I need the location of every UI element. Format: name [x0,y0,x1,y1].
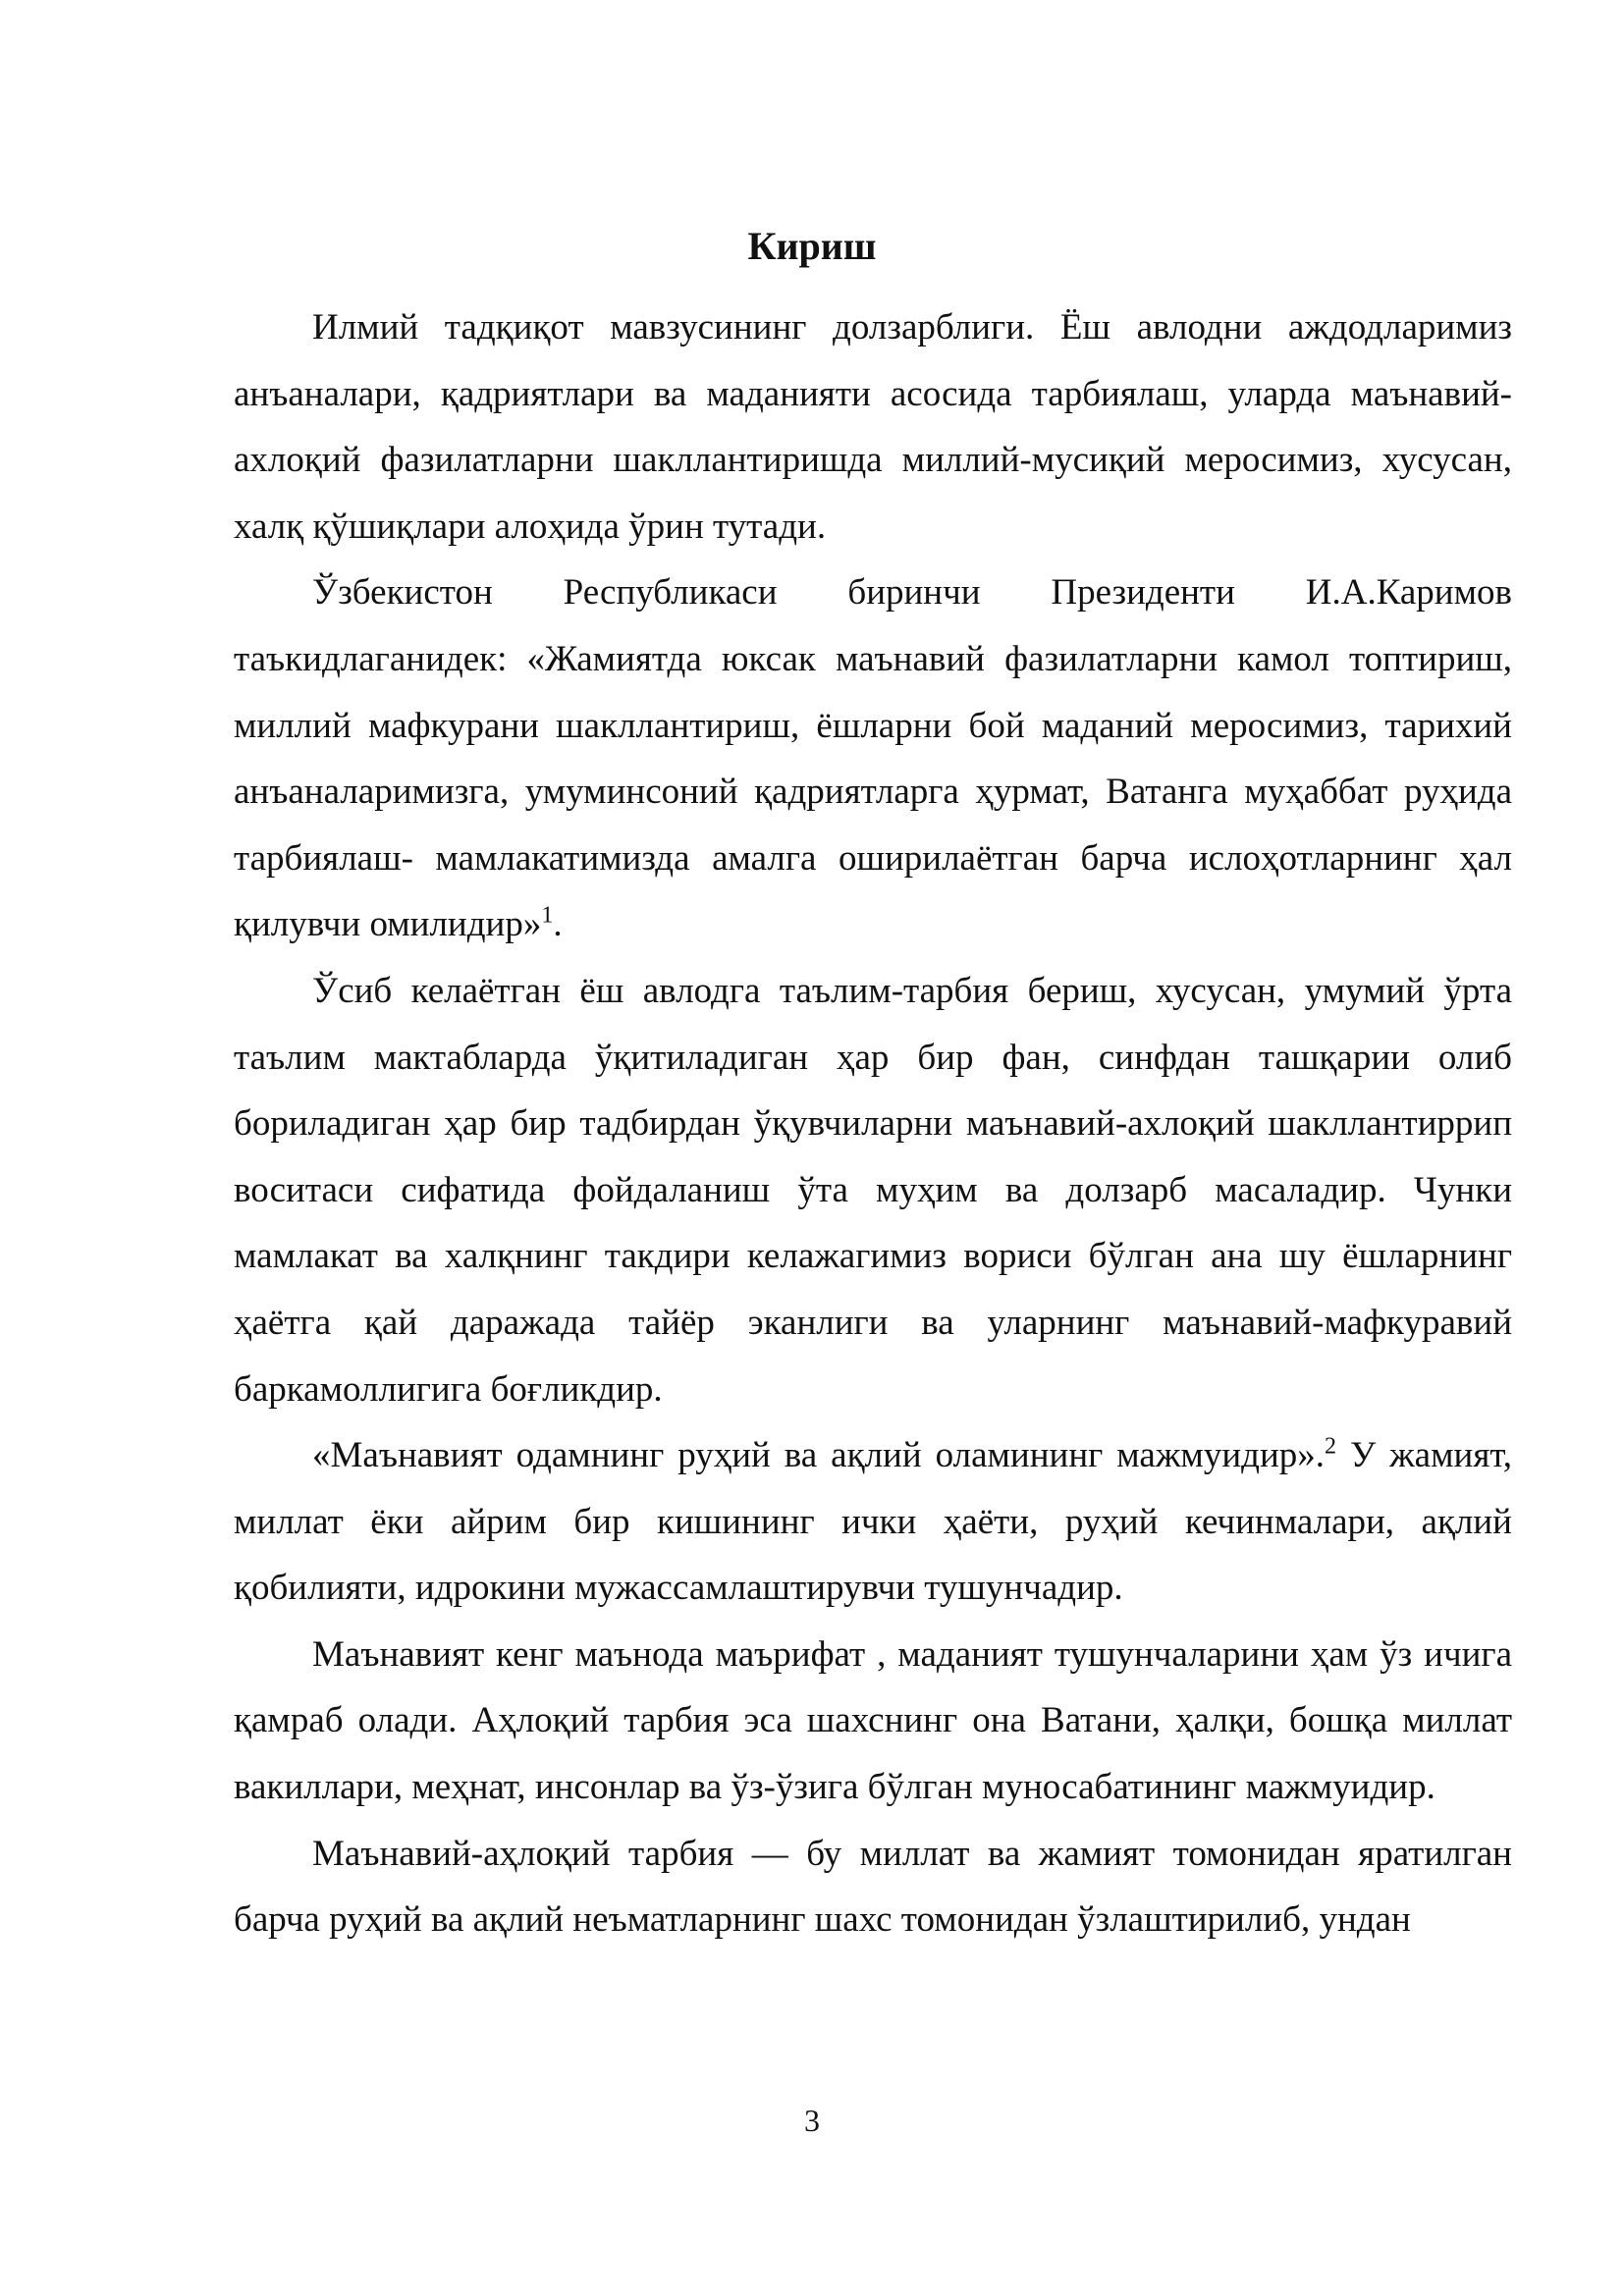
paragraph-relevance [234,294,1512,560]
paragraph-tail: . [553,904,563,945]
section-title: Кириш [747,224,877,268]
paragraph-education [234,958,1512,1422]
page-number: 3 [804,2103,820,2138]
footnote-ref-2: 2 [1325,1433,1336,1460]
paragraph-tail: У жамият, миллат ёки айрим бир кишининг ички ҳаёти, руҳий кечинмалари, ақлий қобилияти, идрокини мужассамлаштирувчи тушунчадир. [234,1435,1512,1609]
paragraph-moral-education [234,1821,1512,1953]
paragraph-text: «Маънавият одамнинг руҳий ва ақлий оламининг мажмуидир». [312,1435,1325,1476]
paragraph-text: Ўсиб келаётган ёш авлодга таълим-тарбия бериш, хусусан, умумий ўрта таълим мактабларда ўқитиладиган ҳар бир фан, синфдан ташқарии олиб бориладиган ҳар бир тадбирдан ўқувчиларни маънавий-ахлоқий шакллантиррип воситаси сифатида фойдаланиш ўта муҳим ва долзарб масаладир. Чунки мамлакат ва халқнинг такдири келажагимиз вориси бўлган ана шу ёшларнинг ҳаётга қай даражада тайёр эканлиги ва уларнинг маънавий-мафкуравий баркамоллигига боғликдир. [234,970,1512,1410]
footnote-ref-1: 1 [541,903,554,930]
paragraph-text: Илмий тадқиқот мавзусининг долзарблиги. Ёш авлодни аждодларимиз анъаналари, қадриятлари ва маданияти асосида тарбиялаш, уларда маънавий-ахлоқий фазилатларни шакллантиришда миллий-мусиқий меросимиз, хусусан, халқ қўшиқлари алоҳида ўрин тутади. [234,307,1512,547]
paragraph-text: Маънавият кенг маънода маърифат , маданият тушунчаларини ҳам ўз ичига қамраб олади. Аҳлоқий тарбия эса шахснинг она Ватани, ҳалқи, бошқа миллат вакиллари, меҳнат, инсонлар ва ўз-ўзига бўлган муносабатининг мажмуидир. [234,1633,1512,1808]
paragraph-spirituality-definition [234,1422,1512,1622]
paragraph-karimov-quote [234,560,1512,958]
paragraph-spirituality-broad [234,1622,1512,1821]
body-text [234,294,1512,1953]
paragraph-text: Маънавий-аҳлоқий тарбия — бу миллат ва жамият томонидан яратилган барча руҳий ва ақлий неъматларнинг шахс томонидан ўзлаштирилиб, ундан [234,1833,1512,1941]
paragraph-text: Ўзбекистон Республикаси биринчи Президенти И.А.Каримов таъкидлаганидек: «Жамиятда юксак маънавий фазилатларни камол топтириш, миллий мафкурани шакллантириш, ёшларни бой маданий меросимиз, тарихий анъаналаримизга, умуминсоний қадриятларга ҳурмат, Ватанга муҳаббат руҳида тарбиялаш- мамлакатимизда амалга оширилаётган барча ислоҳотларнинг ҳал қилувчи омилидир» [234,572,1512,945]
